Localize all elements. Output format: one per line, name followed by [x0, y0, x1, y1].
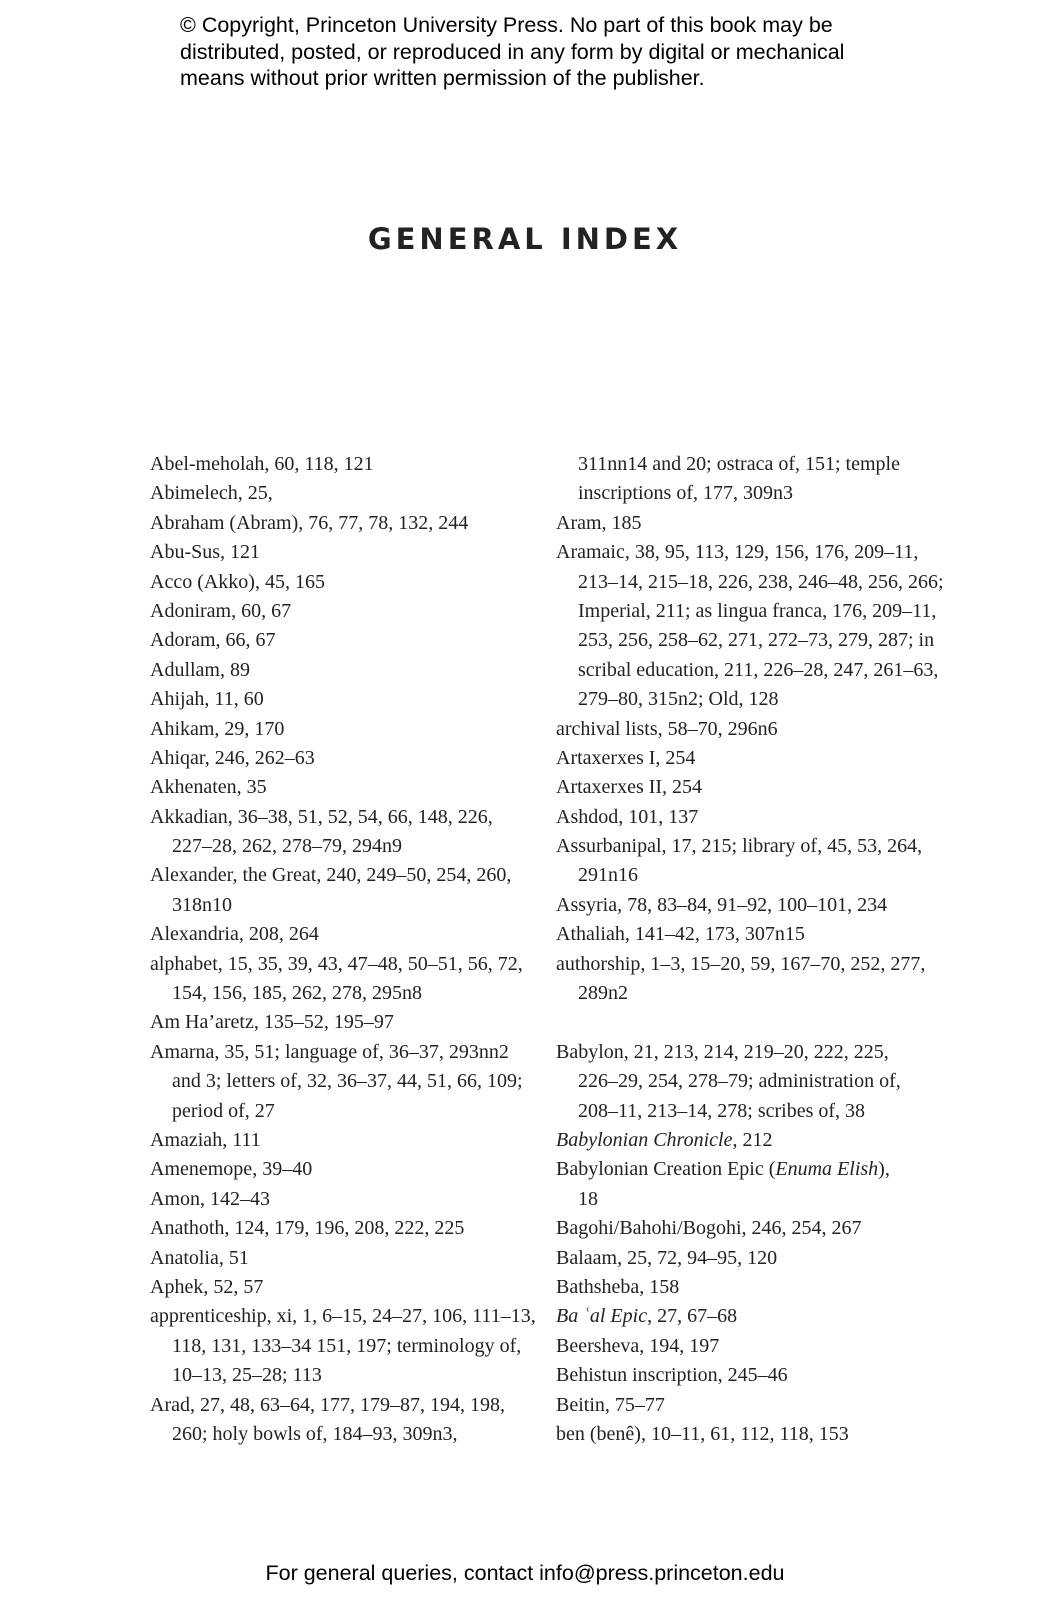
- index-entry: Aphek, 52, 57: [150, 1275, 264, 1298]
- index-entry: Bathsheba, 158: [556, 1275, 680, 1298]
- index-entry: Akkadian, 36–38, 51, 52, 54, 66, 148, 226,: [150, 805, 493, 828]
- index-entry: Adullam, 89: [150, 658, 250, 681]
- index-entry-continuation: scribal education, 211, 226–28, 247, 261–63,: [578, 658, 939, 681]
- entry-text: ),: [878, 1158, 890, 1181]
- index-entry: Amaziah, 111: [150, 1128, 261, 1151]
- entry-text: , 27, 67–68: [647, 1305, 738, 1328]
- index-entry: Behistun inscription, 245–46: [556, 1364, 788, 1387]
- index-entry-continuation: 279–80, 315n2; Old, 128: [578, 688, 779, 711]
- index-entry-continuation: 10–13, 25–28; 113: [172, 1364, 322, 1387]
- index-entry: Amarna, 35, 51; language of, 36–37, 293nn2: [150, 1040, 509, 1063]
- index-entry: Artaxerxes I, 254: [556, 746, 696, 769]
- index-entry-continuation: 208–11, 213–14, 278; scribes of, 38: [578, 1099, 866, 1122]
- index-entry: apprenticeship, xi, 1, 6–15, 24–27, 106, 111–13,: [150, 1305, 536, 1328]
- index-entry: Ahijah, 11, 60: [150, 688, 264, 711]
- italic-title: Ba ʿal Epic: [556, 1305, 648, 1328]
- index-entry: Aramaic, 38, 95, 113, 129, 156, 176, 209–11,: [556, 541, 919, 564]
- index-entry: [556, 1155, 926, 1184]
- italic-title: Enuma Elish: [775, 1158, 879, 1181]
- index-entry: Beitin, 75–77: [556, 1393, 665, 1416]
- index-entry: Amenemope, 39–40: [150, 1158, 313, 1181]
- index-entry-continuation: 18: [578, 1187, 598, 1210]
- footer-contact: For general queries, contact info@press.princeton.edu: [265, 1561, 785, 1585]
- index-entry: Ahikam, 29, 170: [150, 717, 285, 740]
- copyright-line: distributed, posted, or reproduced in any form by digital or mechanical: [180, 39, 845, 64]
- index-entry-continuation: inscriptions of, 177, 309n3: [578, 482, 793, 505]
- index-entry: Athaliah, 141–42, 173, 307n15: [556, 923, 805, 946]
- index-entry-continuation: 154, 156, 185, 262, 278, 295n8: [172, 982, 422, 1005]
- index-entry: [556, 1126, 926, 1155]
- index-entry: Arad, 27, 48, 63–64, 177, 179–87, 194, 198,: [150, 1393, 505, 1416]
- index-entry-continuation: 253, 256, 258–62, 271, 272–73, 279, 287; in: [578, 629, 935, 652]
- index-entry: Acco (Akko), 45, 165: [150, 570, 325, 593]
- index-entry-continuation: 213–14, 215–18, 226, 238, 246–48, 256, 266;: [578, 570, 944, 593]
- index-entry: Amon, 142–43: [150, 1187, 270, 1210]
- index-entry: Ashdod, 101, 137: [556, 805, 699, 828]
- index-entry-continuation: 226–29, 254, 278–79; administration of,: [578, 1070, 901, 1093]
- index-entry: [556, 1302, 926, 1331]
- index-entry: Abel-meholah, 60, 118, 121: [150, 453, 374, 475]
- copyright-line: © Copyright, Princeton University Press. No part of this book may be: [180, 13, 833, 37]
- index-entry: Adoniram, 60, 67: [150, 599, 292, 622]
- index-entry: Alexander, the Great, 240, 249–50, 254, 260,: [150, 864, 512, 887]
- index-entry: archival lists, 58–70, 296n6: [556, 717, 778, 740]
- index-entry-continuation: Imperial, 211; as lingua franca, 176, 209–11,: [578, 599, 937, 622]
- index-entry: Balaam, 25, 72, 94–95, 120: [556, 1246, 778, 1269]
- index-entry: Adoram, 66, 67: [150, 629, 276, 652]
- index-entry: Abraham (Abram), 76, 77, 78, 132, 244: [150, 511, 469, 534]
- index-entry: ben (benê), 10–11, 61, 112, 118, 153: [556, 1422, 849, 1445]
- index-spacer: [556, 1008, 926, 1037]
- index-entry: authorship, 1–3, 15–20, 59, 167–70, 252, 277,: [556, 952, 926, 975]
- index-entry-continuation: and 3; letters of, 32, 36–37, 44, 51, 66, 109;: [172, 1070, 523, 1093]
- entry-text: Babylonian Creation Epic (: [556, 1158, 776, 1181]
- page-title: GENERAL INDEX: [367, 222, 683, 256]
- index-entry-continuation: 260; holy bowls of, 184–93, 309n3,: [172, 1422, 458, 1445]
- index-entry: Am Ha’aretz, 135–52, 195–97: [150, 1011, 394, 1034]
- index-entry: Alexandria, 208, 264: [150, 923, 319, 946]
- index-entry: Babylon, 21, 213, 214, 219–20, 222, 225,: [556, 1040, 889, 1063]
- index-entry: Abu-Sus, 121: [150, 541, 261, 564]
- index-entry-continuation: 318n10: [172, 893, 232, 916]
- index-entry: Bagohi/Bahohi/Bogohi, 246, 254, 267: [556, 1217, 862, 1240]
- index-column-right: [556, 450, 944, 1449]
- index-entry: Anathoth, 124, 179, 196, 208, 222, 225: [150, 1217, 465, 1240]
- italic-title: Babylonian Chronicle: [556, 1128, 733, 1151]
- index-entry: Ahiqar, 246, 262–63: [150, 746, 315, 769]
- entry-text: , 212: [732, 1128, 773, 1151]
- index-entry: alphabet, 15, 35, 39, 43, 47–48, 50–51, 56, 72,: [150, 952, 523, 975]
- index-entry: Aram, 185: [556, 511, 642, 534]
- index-entry: Akhenaten, 35: [150, 776, 267, 799]
- index-entry: Artaxerxes II, 254: [556, 776, 703, 799]
- index-entry: Assurbanipal, 17, 215; library of, 45, 53, 264,: [556, 835, 923, 858]
- index-entry-continuation: 291n16: [578, 864, 638, 887]
- copyright-notice: [180, 12, 920, 92]
- index-entry: Assyria, 78, 83–84, 91–92, 100–101, 234: [556, 893, 888, 916]
- index-entry-continuation: period of, 27: [172, 1099, 275, 1122]
- index-column-left: [150, 450, 536, 1449]
- index-entry-continuation: 227–28, 262, 278–79, 294n9: [172, 835, 402, 858]
- copyright-line: means without prior written permission of the publisher.: [180, 66, 705, 90]
- index-entry: Anatolia, 51: [150, 1246, 249, 1269]
- index-entry-continuation: 118, 131, 133–34 151, 197; terminology of,: [172, 1334, 522, 1357]
- index-entry-continuation: 311nn14 and 20; ostraca of, 151; temple: [578, 453, 900, 475]
- index-entry: Abimelech, 25,: [150, 482, 273, 505]
- index-entry: Beersheva, 194, 197: [556, 1334, 720, 1357]
- index-entry-continuation: 289n2: [578, 982, 628, 1005]
